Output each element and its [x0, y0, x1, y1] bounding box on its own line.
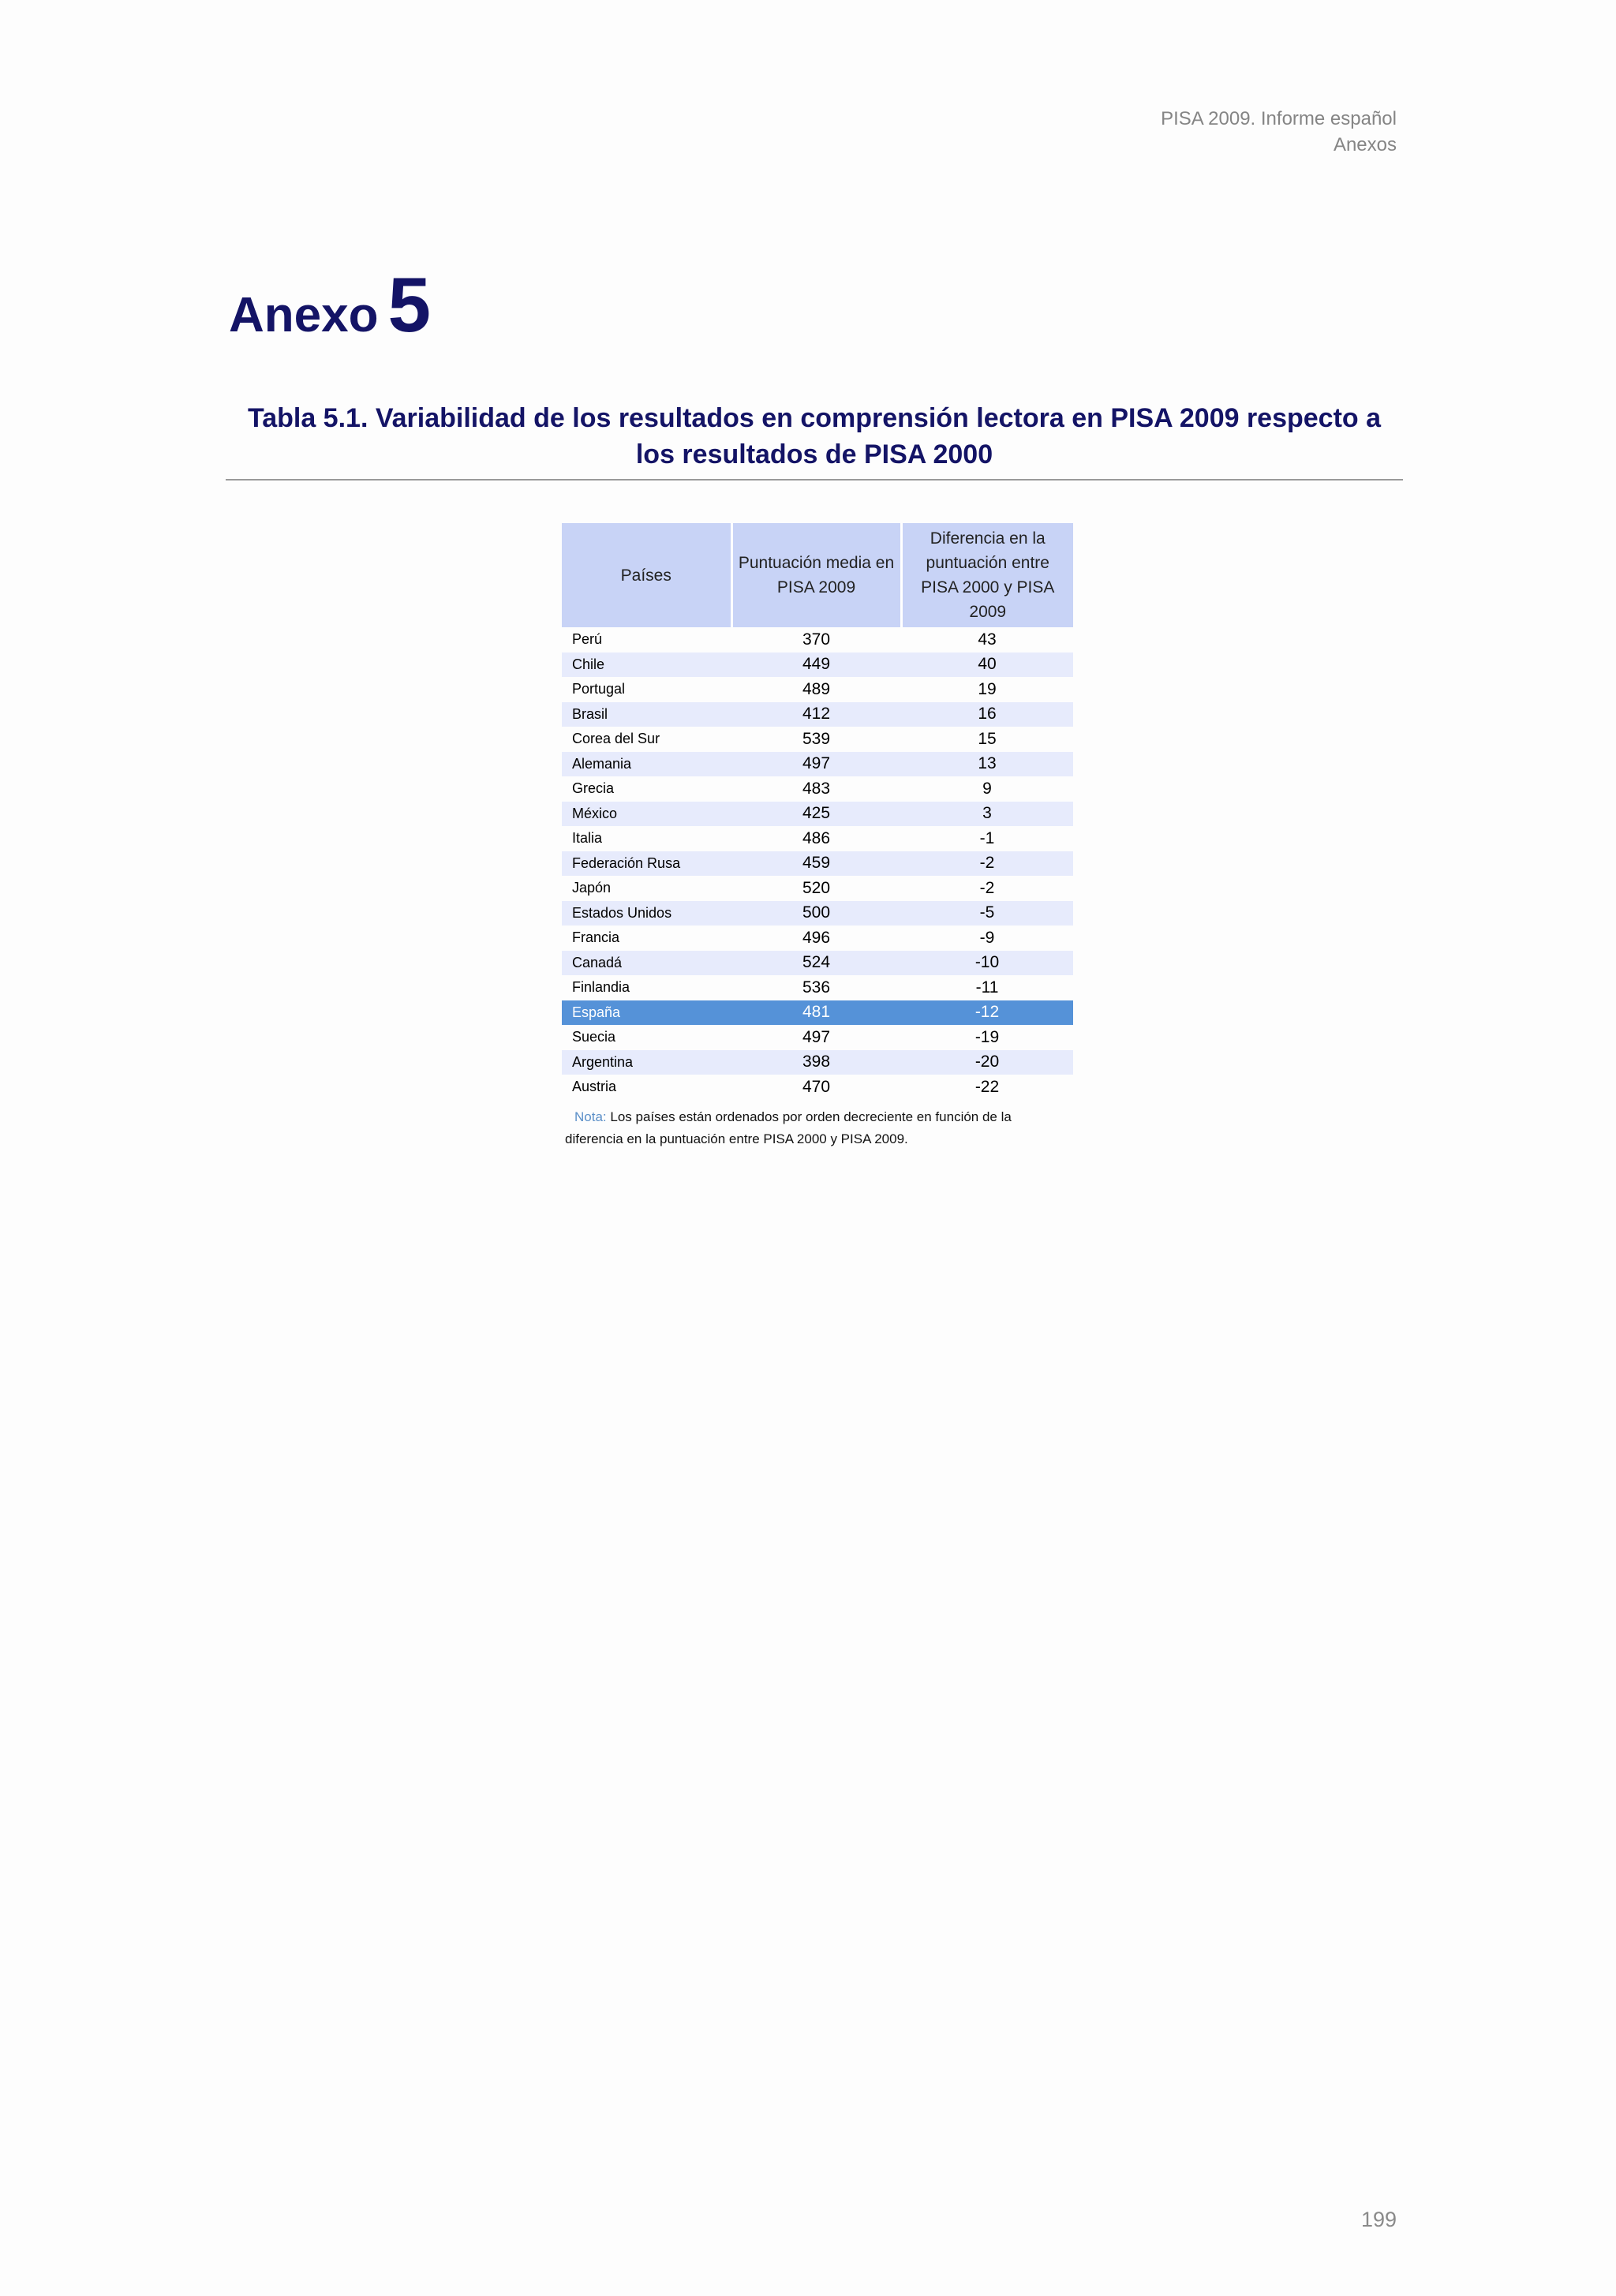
table-row [562, 951, 1073, 976]
table-row [562, 776, 1073, 802]
table-row [562, 876, 1073, 901]
page-number: 199 [1360, 2208, 1397, 2231]
table-note [562, 1106, 1073, 1150]
country-cell: Alemania [562, 752, 731, 777]
table-row [562, 1025, 1073, 1050]
score-cell: 370 [802, 630, 831, 649]
difference-cell: 13 [901, 752, 1073, 777]
score-cell: 425 [731, 802, 901, 827]
running-header-section: Anexos [1333, 134, 1397, 155]
table-title-line-2: los resultados de PISA 2000 [635, 439, 993, 469]
score-cell: 520 [802, 878, 831, 897]
annex-number: 5 [387, 261, 431, 348]
country-cell: Argentina [562, 1050, 731, 1075]
country-cell: Grecia [572, 780, 615, 797]
table-row [562, 1050, 1073, 1075]
column-header-score: Puntuación media en PISA 2009 [731, 523, 901, 627]
table-row [562, 1000, 1073, 1026]
running-header-title: PISA 2009. Informe español [1161, 108, 1397, 129]
country-cell: Perú [572, 631, 603, 648]
country-cell: Canadá [562, 951, 731, 976]
difference-cell: -2 [901, 851, 1073, 877]
table-row [562, 752, 1073, 777]
table-row [562, 727, 1073, 752]
difference-cell: -11 [975, 978, 999, 997]
difference-cell: -10 [901, 951, 1073, 976]
country-cell: Portugal [572, 681, 626, 697]
country-cell: México [562, 802, 731, 827]
score-cell: 470 [802, 1077, 831, 1096]
difference-cell: 3 [901, 802, 1073, 827]
country-cell: Suecia [572, 1029, 616, 1045]
table-title-line-1: Tabla 5.1. Variabilidad de los resultados en comprensión lectora en PISA 2009 respecto a [247, 403, 1382, 433]
difference-cell: -9 [979, 928, 995, 947]
difference-cell: 16 [901, 702, 1073, 727]
difference-cell: -12 [901, 1000, 1073, 1026]
running-header [1161, 106, 1397, 158]
column-header-countries: Países [562, 523, 731, 627]
table-row [562, 851, 1073, 877]
score-cell: 539 [802, 729, 831, 748]
country-cell: Francia [572, 929, 620, 946]
country-cell: España [562, 1000, 731, 1026]
difference-cell: 43 [978, 630, 997, 649]
annex-word: Anexo [229, 288, 379, 342]
table-body [562, 627, 1073, 1100]
table-row [562, 901, 1073, 926]
score-cell: 489 [802, 679, 831, 698]
difference-cell: -5 [901, 901, 1073, 926]
table-row [562, 677, 1073, 702]
score-cell: 449 [731, 653, 901, 678]
difference-cell: 15 [978, 729, 997, 748]
country-cell: Italia [572, 830, 603, 847]
table-row [562, 975, 1073, 1000]
results-table [562, 523, 1073, 1100]
difference-cell: 9 [982, 779, 992, 798]
score-cell: 486 [802, 828, 831, 847]
score-cell: 500 [731, 901, 901, 926]
table-row [562, 926, 1073, 951]
country-cell: Chile [562, 653, 731, 678]
country-cell: Corea del Sur [572, 731, 660, 747]
difference-cell: -2 [979, 878, 995, 897]
table-row [562, 802, 1073, 827]
country-cell: Austria [572, 1079, 617, 1095]
country-cell: Brasil [562, 702, 731, 727]
score-cell: 459 [731, 851, 901, 877]
country-cell: Estados Unidos [562, 901, 731, 926]
score-cell: 497 [802, 1027, 831, 1046]
table-title [226, 400, 1403, 473]
table-row [562, 627, 1073, 653]
score-cell: 398 [731, 1050, 901, 1075]
score-cell: 483 [802, 779, 831, 798]
score-cell: 536 [802, 978, 831, 997]
difference-cell: -1 [979, 828, 995, 847]
country-cell: Federación Rusa [562, 851, 731, 877]
score-cell: 496 [802, 928, 831, 947]
column-header-difference: Diferencia en la puntuación entre PISA 2000 y PISA 2009 [901, 523, 1073, 627]
difference-cell: 40 [901, 653, 1073, 678]
difference-cell: -20 [901, 1050, 1073, 1075]
results-table-container [562, 523, 1073, 1150]
table-row [562, 1075, 1073, 1100]
country-cell: Japón [572, 880, 612, 896]
score-cell: 481 [731, 1000, 901, 1026]
title-divider [226, 479, 1403, 481]
difference-cell: 19 [978, 679, 997, 698]
table-note-label: Nota: [574, 1109, 607, 1124]
difference-cell: -19 [974, 1027, 1000, 1046]
table-row [562, 702, 1073, 727]
score-cell: 412 [731, 702, 901, 727]
table-row [562, 826, 1073, 851]
table-row [562, 653, 1073, 678]
difference-cell: -22 [974, 1077, 1000, 1096]
table-header-row [562, 523, 1073, 627]
country-cell: Finlandia [572, 979, 630, 996]
score-cell: 524 [731, 951, 901, 976]
annex-heading [229, 260, 431, 350]
score-cell: 497 [731, 752, 901, 777]
table-note-text: Los países están ordenados por orden decreciente en función de la diferencia en la puntuación entre PISA 2000 y PISA 2009. [565, 1109, 1012, 1146]
